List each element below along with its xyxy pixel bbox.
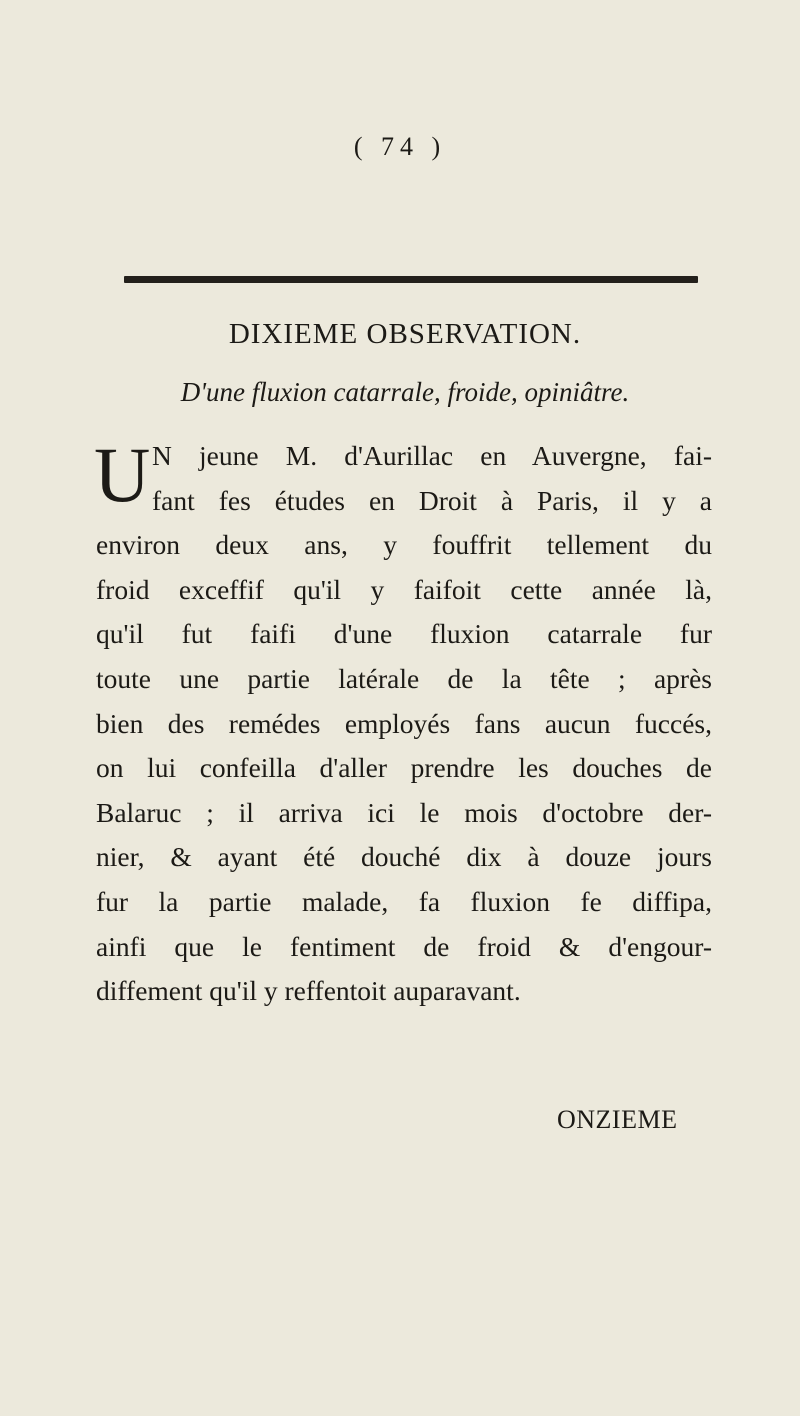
text-line: fur la partie malade, fa fluxion fe diffipa, <box>96 885 712 917</box>
text-line: qu'il fut faifi d'une fluxion catarrale fur <box>96 618 712 650</box>
section-subtitle: D'une fluxion catarrale, froide, opiniâtre. <box>180 377 630 407</box>
drop-cap: U <box>94 431 151 518</box>
text-line: Balaruc ; il arriva ici le mois d'octobre der- <box>96 796 712 828</box>
text-line: ainfi que le fentiment de froid & d'engour- <box>96 930 712 962</box>
observation-paragraph <box>94 431 712 1014</box>
text-line: froid exceffif qu'il y faifoit cette année là, <box>96 573 712 605</box>
text-line: N jeune M. d'Aurillac en Auvergne, fai- <box>152 440 712 471</box>
header-rule <box>124 276 698 283</box>
text-line: bien des remédes employés fans aucun fuccés, <box>96 707 712 739</box>
section-title: DIXIEME OBSERVATION. <box>228 318 582 350</box>
text-line: nier, & ayant été douché dix à douze jours <box>96 841 712 873</box>
page-number: ( 74 ) <box>353 132 447 161</box>
text-line: fant fes études en Droit à Paris, il y a <box>152 484 712 516</box>
text-line: toute une partie latérale de la tête ; après <box>96 662 712 694</box>
catchword: ONZIEME <box>557 1105 678 1134</box>
text-line: on lui confeilla d'aller prendre les douches de <box>96 752 712 784</box>
text-line: environ deux ans, y fouffrit tellement du <box>96 529 712 561</box>
text-line: diffement qu'il y reffentoit auparavant. <box>96 975 521 1007</box>
